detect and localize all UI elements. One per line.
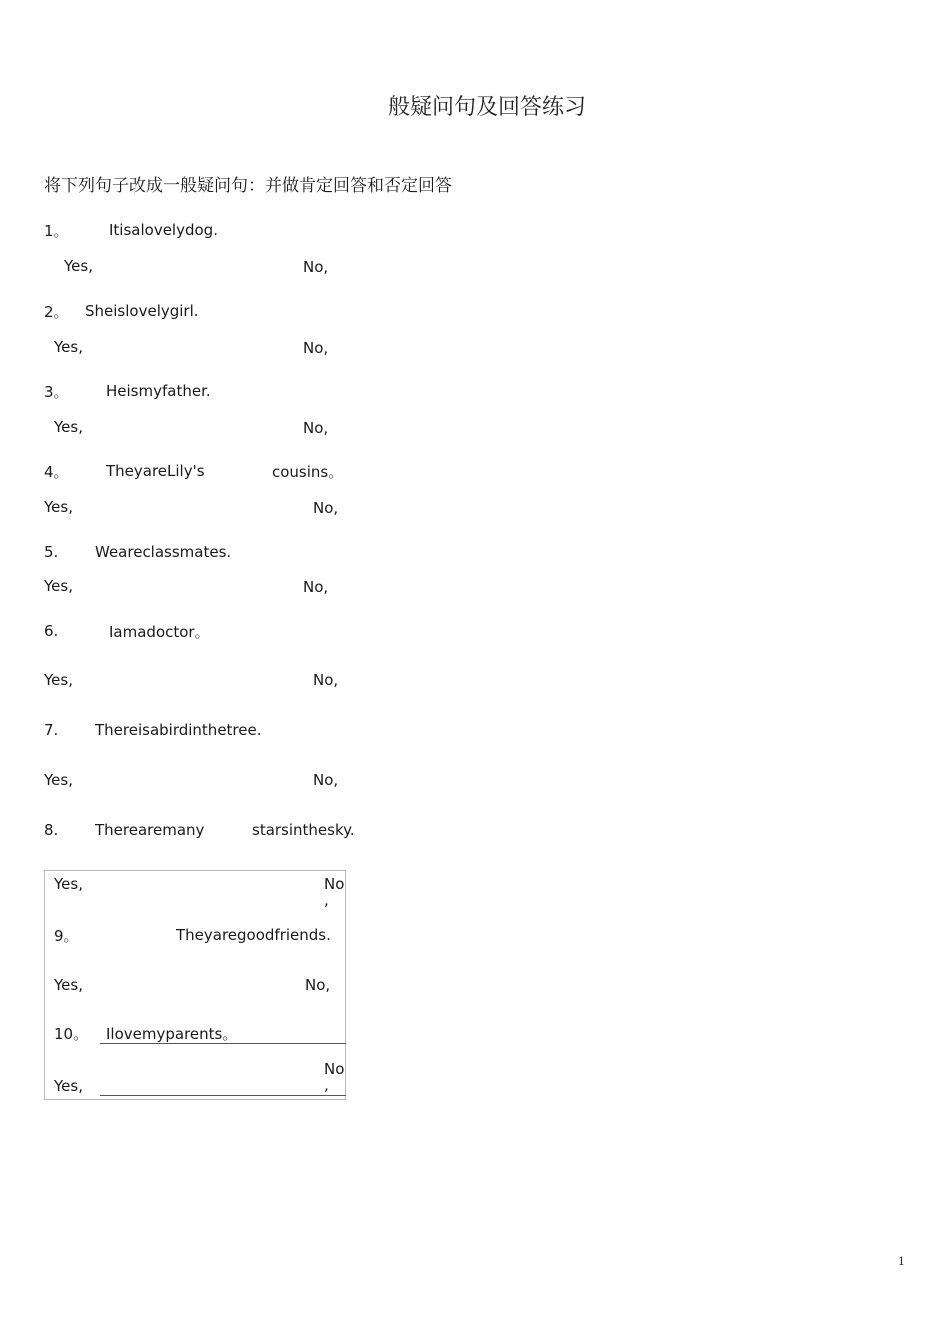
item-sentence: Sheislovelygirl. [85,302,199,320]
item-number: 6. [44,622,59,640]
yes-answer-label: Yes, [54,875,83,893]
no-answer-label: No, [313,499,339,517]
no-answer-label: No, [303,578,329,596]
page-number: 1 [898,1255,905,1268]
item-sentence: Thereisabirdinthetree. [95,721,262,739]
item-number: 9。 [54,927,79,945]
no-answer-comma: , [324,1076,329,1094]
no-answer-label: No [324,1060,345,1078]
answer-underline [100,1043,346,1044]
item-sentence: Therearemany [95,821,205,839]
item-number: 1。 [44,222,69,240]
item-number: 4。 [44,463,69,481]
yes-answer-label: Yes, [54,1077,83,1095]
yes-answer-label: Yes, [44,771,73,789]
item-sentence: Weareclassmates. [95,543,232,561]
answer-box [44,870,346,1100]
no-answer-label: No, [303,419,329,437]
item-sentence: TheyareLily's [106,462,205,480]
yes-answer-label: Yes, [54,976,83,994]
item-sentence: Itisalovelydog. [109,221,218,239]
no-answer-comma: , [324,891,329,909]
item-number: 5. [44,543,59,561]
yes-answer-label: Yes, [44,498,73,516]
yes-answer-label: Yes, [64,257,93,275]
no-answer-label: No, [313,771,339,789]
no-answer-label: No, [303,339,329,357]
item-number: 2。 [44,303,69,321]
instruction: 将下列句子改成一般疑问句：并做肯定回答和否定回答 [44,176,452,196]
item-number: 7. [44,721,59,739]
yes-answer-label: Yes, [54,338,83,356]
item-sentence: Heismyfather. [106,382,211,400]
item-number: 10。 [54,1025,89,1043]
no-answer-label: No, [313,671,339,689]
item-sentence-tail: starsinthesky. [252,821,355,839]
no-answer-label: No [324,875,345,893]
item-sentence: Ilovemyparents。 [106,1025,238,1043]
item-sentence-tail: cousins。 [272,463,344,481]
yes-answer-label: Yes, [54,418,83,436]
item-number: 3。 [44,383,69,401]
item-number: 8. [44,821,59,839]
answer-underline [100,1095,346,1096]
page-title: 般疑问句及回答练习 [388,95,587,120]
item-sentence: Iamadoctor。 [109,623,210,641]
no-answer-label: No, [303,258,329,276]
yes-answer-label: Yes, [44,671,73,689]
item-sentence: Theyaregoodfriends. [176,926,331,944]
yes-answer-label: Yes, [44,577,73,595]
no-answer-label: No, [305,976,331,994]
